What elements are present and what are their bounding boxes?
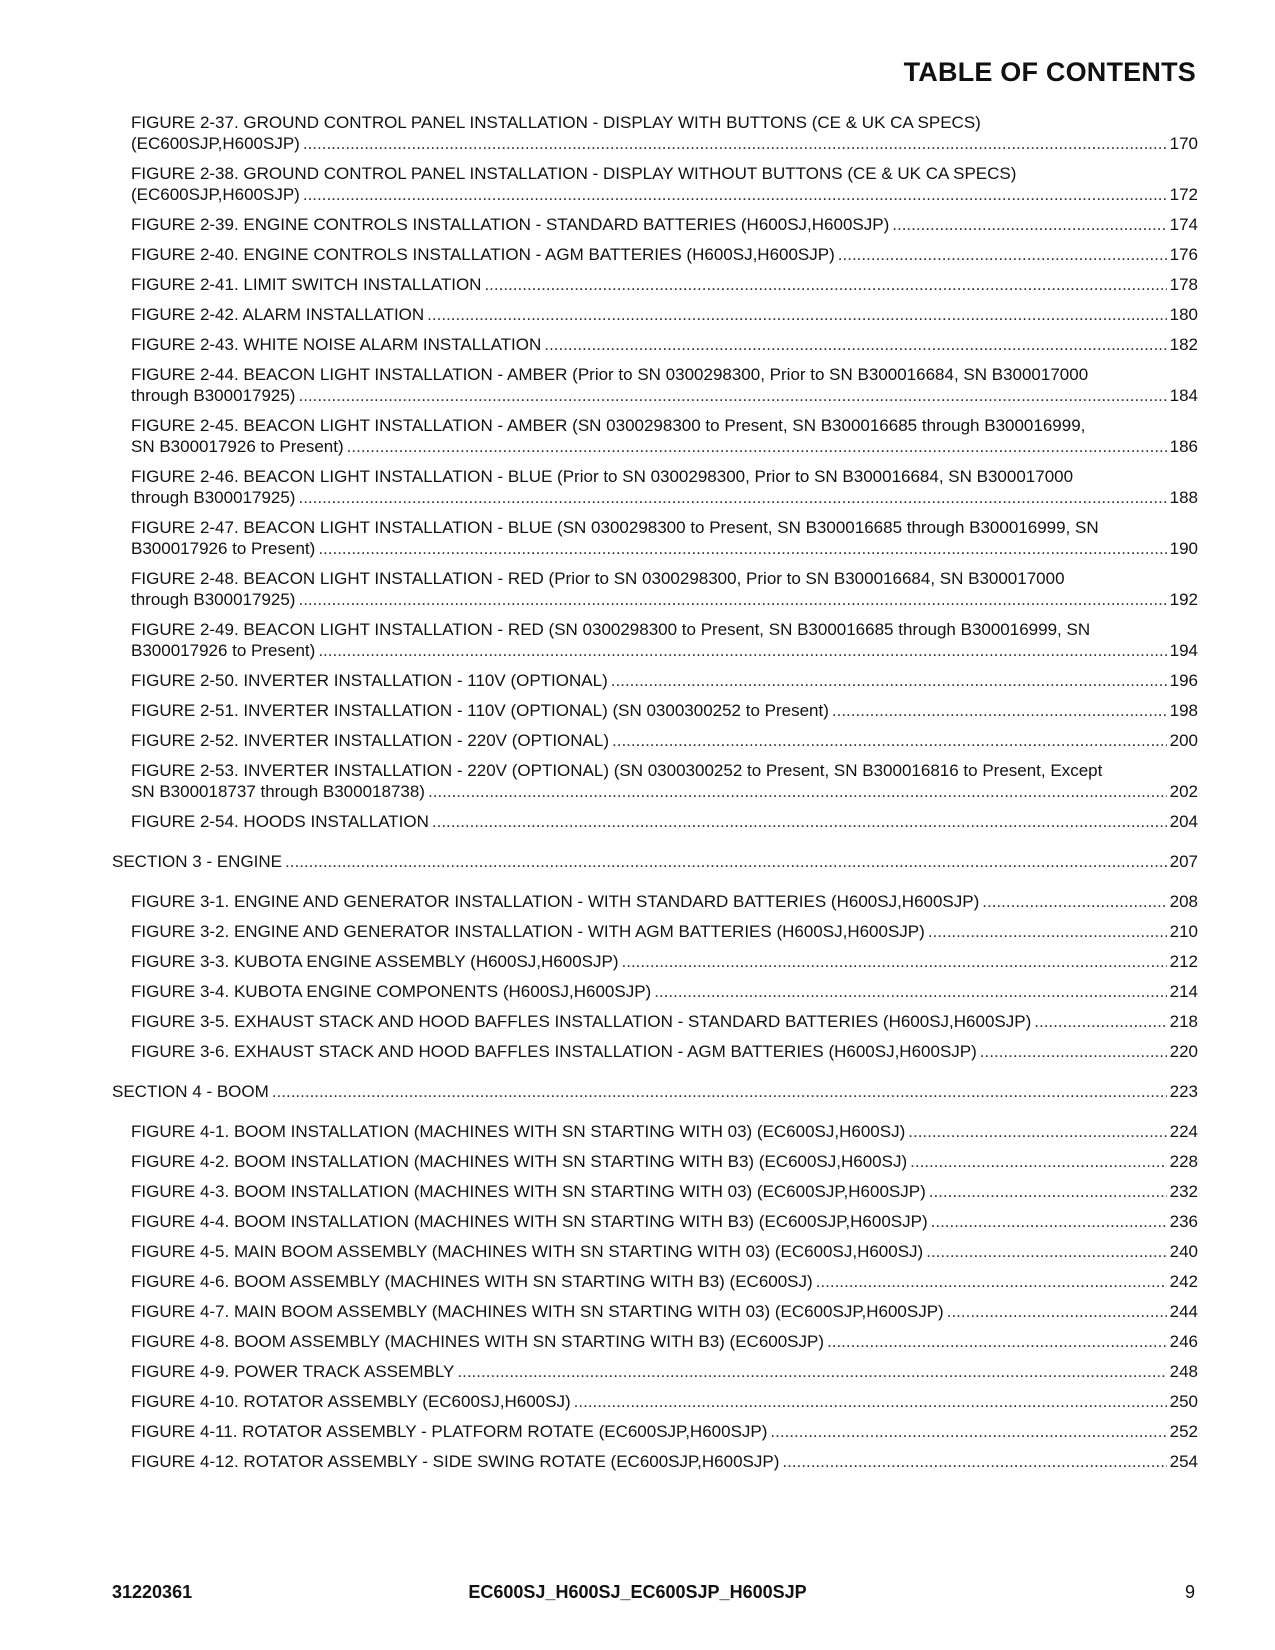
toc-entry-title: FIGURE 4-2. BOOM INSTALLATION (MACHINES WITH SN STARTING WITH B3) (EC600SJ,H600SJ)	[131, 1152, 908, 1171]
dot-leader	[770, 1421, 1166, 1442]
toc-entry-page-number: 208	[1169, 892, 1198, 911]
toc-figure-entry[interactable]	[112, 1041, 1198, 1062]
toc-figure-entry[interactable]	[112, 274, 1198, 295]
toc-entry-page-number: 244	[1169, 1302, 1198, 1321]
toc-entry-page-number: 182	[1169, 335, 1198, 354]
toc-entry-page-number: 174	[1169, 215, 1198, 234]
toc-entry-page-number: 232	[1169, 1182, 1198, 1201]
toc-figure-entry[interactable]	[112, 891, 1198, 912]
toc-entry-title: FIGURE 3-4. KUBOTA ENGINE COMPONENTS (H600SJ,H600SJP)	[131, 982, 652, 1001]
dot-leader	[347, 436, 1167, 457]
toc-entry-page-number: 210	[1169, 922, 1198, 941]
toc-entry-page-number: 228	[1169, 1152, 1198, 1171]
toc-figure-entry[interactable]	[112, 811, 1198, 832]
toc-entry-page-number: 176	[1169, 245, 1198, 264]
dot-leader	[428, 781, 1167, 802]
toc-entry-title: FIGURE 3-5. EXHAUST STACK AND HOOD BAFFLES INSTALLATION - STANDARD BATTERIES (H600SJ,H600SJP)	[131, 1012, 1032, 1031]
toc-entry-title: FIGURE 4-10. ROTATOR ASSEMBLY (EC600SJ,H600SJ)	[131, 1392, 571, 1411]
dot-leader	[611, 670, 1167, 691]
toc-entry-title: FIGURE 4-12. ROTATOR ASSEMBLY - SIDE SWING ROTATE (EC600SJP,H600SJP)	[131, 1452, 780, 1471]
toc-entry-title: FIGURE 2-52. INVERTER INSTALLATION - 220V (OPTIONAL)	[131, 731, 610, 750]
toc-entry-page-number: 248	[1169, 1362, 1198, 1381]
toc-entry-title: SN B300017926 to Present)	[131, 437, 344, 456]
toc-entry-title-line: FIGURE 2-45. BEACON LIGHT INSTALLATION - AMBER (SN 0300298300 to Present, SN B300016685 through B300016999,	[131, 416, 1086, 435]
dot-leader	[926, 1241, 1166, 1262]
dot-leader	[816, 1271, 1167, 1292]
dot-leader	[574, 1391, 1167, 1412]
toc-entry-title: FIGURE 2-40. ENGINE CONTROLS INSTALLATION - AGM BATTERIES (H600SJ,H600SJP)	[131, 245, 835, 264]
toc-entry-title: through B300017925)	[131, 488, 296, 507]
toc-entry-page-number: 212	[1169, 952, 1198, 971]
toc-list	[112, 112, 1198, 1472]
toc-entry-title: FIGURE 2-43. WHITE NOISE ALARM INSTALLATION	[131, 335, 542, 354]
dot-leader	[298, 487, 1166, 508]
dot-leader	[982, 891, 1166, 912]
toc-figure-entry[interactable]	[112, 1181, 1198, 1202]
toc-entry-page-number: 254	[1169, 1452, 1198, 1471]
dot-leader	[654, 981, 1166, 1002]
toc-figure-entry[interactable]	[112, 214, 1198, 235]
dot-leader	[908, 1121, 1166, 1142]
toc-entry-page-number: 178	[1169, 275, 1198, 294]
toc-entry-page-number: 214	[1169, 982, 1198, 1001]
toc-entry-title-line: FIGURE 2-47. BEACON LIGHT INSTALLATION - BLUE (SN 0300298300 to Present, SN B300016685 through B300016999, SN	[131, 518, 1099, 537]
toc-entry-title: FIGURE 2-50. INVERTER INSTALLATION - 110V (OPTIONAL)	[131, 671, 608, 690]
toc-entry-page-number: 190	[1169, 539, 1198, 558]
toc-entry-page-number: 180	[1169, 305, 1198, 324]
footer-models: EC600SJ_H600SJ_EC600SJP_H600SJP	[468, 1582, 807, 1602]
dot-leader	[832, 700, 1167, 721]
toc-entry-page-number: 172	[1169, 185, 1198, 204]
toc-figure-entry[interactable]	[112, 304, 1198, 325]
dot-leader	[432, 811, 1167, 832]
footer-doc-number: 31220361	[112, 1582, 193, 1602]
dot-leader	[298, 589, 1166, 610]
toc-entry-page-number: 240	[1169, 1242, 1198, 1261]
toc-entry-page-number: 194	[1169, 641, 1198, 660]
toc-entry-page-number: 196	[1169, 671, 1198, 690]
dot-leader	[303, 184, 1167, 205]
toc-figure-entry[interactable]	[112, 700, 1198, 721]
toc-entry-title-line: FIGURE 2-37. GROUND CONTROL PANEL INSTALLATION - DISPLAY WITH BUTTONS (CE & UK CA SPECS)	[131, 113, 981, 132]
toc-entry-page-number: 236	[1169, 1212, 1198, 1231]
dot-leader	[928, 921, 1167, 942]
dot-leader	[544, 334, 1166, 355]
page-title: TABLE OF CONTENTS	[903, 57, 1196, 87]
dot-leader	[947, 1301, 1167, 1322]
dot-leader	[303, 133, 1167, 154]
toc-entry-title-line: FIGURE 2-46. BEACON LIGHT INSTALLATION - BLUE (Prior to SN 0300298300, Prior to SN B300016684, SN B300017000	[131, 467, 1074, 486]
dot-leader	[318, 640, 1166, 661]
toc-entry-page-number: 200	[1169, 731, 1198, 750]
toc-figure-entry[interactable]	[112, 466, 1198, 508]
toc-entry-title: FIGURE 4-7. MAIN BOOM ASSEMBLY (MACHINES WITH SN STARTING WITH 03) (EC600SJP,H600SJP)	[131, 1302, 944, 1321]
toc-figure-entry[interactable]	[112, 517, 1198, 559]
toc-entry-page-number: 250	[1169, 1392, 1198, 1411]
toc-entry-page-number: 252	[1169, 1422, 1198, 1441]
toc-entry-title: FIGURE 4-3. BOOM INSTALLATION (MACHINES WITH SN STARTING WITH 03) (EC600SJP,H600SJP)	[131, 1182, 926, 1201]
toc-entry-page-number: 192	[1169, 590, 1198, 609]
toc-figure-entry[interactable]	[112, 364, 1198, 406]
toc-figure-entry[interactable]	[112, 415, 1198, 457]
toc-figure-entry[interactable]	[112, 921, 1198, 942]
dot-leader	[782, 1451, 1166, 1472]
toc-figure-entry[interactable]	[112, 568, 1198, 610]
toc-entry-title: FIGURE 3-6. EXHAUST STACK AND HOOD BAFFLES INSTALLATION - AGM BATTERIES (H600SJ,H600SJP)	[131, 1042, 977, 1061]
toc-entry-title: (EC600SJP,H600SJP)	[131, 134, 300, 153]
toc-entry-title: FIGURE 2-39. ENGINE CONTROLS INSTALLATION - STANDARD BATTERIES (H600SJ,H600SJP)	[131, 215, 890, 234]
toc-figure-entry[interactable]	[112, 244, 1198, 265]
toc-entry-page-number: 246	[1169, 1332, 1198, 1351]
dot-leader	[285, 851, 1167, 872]
toc-entry-title: FIGURE 2-51. INVERTER INSTALLATION - 110V (OPTIONAL) (SN 0300300252 to Present)	[131, 701, 829, 720]
toc-entry-page-number: 220	[1169, 1042, 1198, 1061]
toc-figure-entry[interactable]	[112, 334, 1198, 355]
toc-entry-title: FIGURE 4-1. BOOM INSTALLATION (MACHINES WITH SN STARTING WITH 03) (EC600SJ,H600SJ)	[131, 1122, 906, 1141]
toc-entry-title-line: FIGURE 2-49. BEACON LIGHT INSTALLATION - RED (SN 0300298300 to Present, SN B300016685 through B300016999, SN	[131, 620, 1091, 639]
dot-leader	[931, 1211, 1167, 1232]
toc-figure-entry[interactable]	[112, 981, 1198, 1002]
toc-figure-entry[interactable]	[112, 1211, 1198, 1232]
toc-entry-page-number: 170	[1169, 134, 1198, 153]
toc-entry-title: FIGURE 4-8. BOOM ASSEMBLY (MACHINES WITH SN STARTING WITH B3) (EC600SJP)	[131, 1332, 825, 1351]
toc-entry-title-line: FIGURE 2-44. BEACON LIGHT INSTALLATION - AMBER (Prior to SN 0300298300, Prior to SN B300016684, SN B300017000	[131, 365, 1089, 384]
toc-figure-entry[interactable]	[112, 1011, 1198, 1032]
dot-leader	[484, 274, 1166, 295]
toc-entry-page-number: 242	[1169, 1272, 1198, 1291]
dot-leader	[272, 1081, 1167, 1102]
toc-figure-entry[interactable]	[112, 1151, 1198, 1172]
toc-figure-entry[interactable]	[112, 1361, 1198, 1382]
toc-figure-entry[interactable]	[112, 1421, 1198, 1442]
dot-leader	[892, 214, 1166, 235]
dot-leader	[929, 1181, 1167, 1202]
toc-entry-title: FIGURE 3-3. KUBOTA ENGINE ASSEMBLY (H600SJ,H600SJP)	[131, 952, 619, 971]
footer-page-number: 9	[1184, 1582, 1195, 1602]
toc-entry-page-number: 204	[1169, 812, 1198, 831]
toc-entry-title: FIGURE 2-54. HOODS INSTALLATION	[131, 812, 429, 831]
toc-entry-title: FIGURE 3-2. ENGINE AND GENERATOR INSTALLATION - WITH AGM BATTERIES (H600SJ,H600SJP)	[131, 922, 925, 941]
toc-figure-entry[interactable]	[112, 1301, 1198, 1322]
toc-section-entry[interactable]	[112, 1081, 1198, 1102]
toc-entry-title: SN B300018737 through B300018738)	[131, 782, 425, 801]
toc-entry-title: B300017926 to Present)	[131, 641, 316, 660]
dot-leader	[298, 385, 1166, 406]
toc-section-entry[interactable]	[112, 851, 1198, 872]
toc-entry-title-line: FIGURE 2-48. BEACON LIGHT INSTALLATION - RED (Prior to SN 0300298300, Prior to SN B300016684, SN B300017000	[131, 569, 1065, 588]
dot-leader	[318, 538, 1166, 559]
toc-figure-entry[interactable]	[112, 1451, 1198, 1472]
toc-entry-title: FIGURE 4-9. POWER TRACK ASSEMBLY	[131, 1362, 455, 1381]
toc-entry-page-number: 188	[1169, 488, 1198, 507]
toc-entry-page-number: 198	[1169, 701, 1198, 720]
dot-leader	[612, 730, 1167, 751]
toc-figure-entry[interactable]	[112, 670, 1198, 691]
toc-entry-title: FIGURE 4-5. MAIN BOOM ASSEMBLY (MACHINES WITH SN STARTING WITH 03) (EC600SJ,H600SJ)	[131, 1242, 924, 1261]
toc-entry-title: SECTION 4 - BOOM	[112, 1082, 269, 1101]
toc-entry-title: (EC600SJP,H600SJP)	[131, 185, 300, 204]
toc-figure-entry[interactable]	[112, 1391, 1198, 1412]
toc-figure-entry[interactable]	[112, 730, 1198, 751]
toc-entry-page-number: 224	[1169, 1122, 1198, 1141]
toc-entry-title: FIGURE 4-6. BOOM ASSEMBLY (MACHINES WITH SN STARTING WITH B3) (EC600SJ)	[131, 1272, 813, 1291]
toc-figure-entry[interactable]	[112, 112, 1198, 154]
toc-entry-page-number: 218	[1169, 1012, 1198, 1031]
toc-figure-entry[interactable]	[112, 1241, 1198, 1262]
toc-figure-entry[interactable]	[112, 1271, 1198, 1292]
toc-entry-page-number: 184	[1169, 386, 1198, 405]
toc-figure-entry[interactable]	[112, 760, 1198, 802]
toc-entry-title: FIGURE 4-4. BOOM INSTALLATION (MACHINES WITH SN STARTING WITH B3) (EC600SJP,H600SJP)	[131, 1212, 928, 1231]
toc-entry-title: FIGURE 4-11. ROTATOR ASSEMBLY - PLATFORM ROTATE (EC600SJP,H600SJP)	[131, 1422, 768, 1441]
toc-figure-entry[interactable]	[112, 951, 1198, 972]
toc-entry-page-number: 202	[1169, 782, 1198, 801]
toc-entry-title: FIGURE 2-41. LIMIT SWITCH INSTALLATION	[131, 275, 482, 294]
toc-entry-title: through B300017925)	[131, 590, 296, 609]
toc-entry-page-number: 223	[1169, 1082, 1198, 1101]
toc-figure-entry[interactable]	[112, 1331, 1198, 1352]
dot-leader	[910, 1151, 1166, 1172]
dot-leader	[622, 951, 1167, 972]
toc-figure-entry[interactable]	[112, 1121, 1198, 1142]
toc-entry-title: FIGURE 3-1. ENGINE AND GENERATOR INSTALLATION - WITH STANDARD BATTERIES (H600SJ,H600SJP)	[131, 892, 980, 911]
toc-entry-title: through B300017925)	[131, 386, 296, 405]
dot-leader	[838, 244, 1167, 265]
dot-leader	[827, 1331, 1167, 1352]
dot-leader	[427, 304, 1166, 325]
dot-leader	[1034, 1011, 1166, 1032]
toc-figure-entry[interactable]	[112, 163, 1198, 205]
dot-leader	[980, 1041, 1167, 1062]
toc-entry-title: FIGURE 2-42. ALARM INSTALLATION	[131, 305, 425, 324]
toc-entry-page-number: 186	[1169, 437, 1198, 456]
toc-entry-title-line: FIGURE 2-53. INVERTER INSTALLATION - 220V (OPTIONAL) (SN 0300300252 to Present, SN B300016816 to Present, Except	[131, 761, 1103, 780]
dot-leader	[457, 1361, 1166, 1382]
toc-entry-page-number: 207	[1169, 852, 1198, 871]
toc-entry-title: SECTION 3 - ENGINE	[112, 852, 283, 871]
toc-entry-title-line: FIGURE 2-38. GROUND CONTROL PANEL INSTALLATION - DISPLAY WITHOUT BUTTONS (CE & UK CA SPECS)	[131, 164, 1017, 183]
toc-entry-title: B300017926 to Present)	[131, 539, 316, 558]
toc-figure-entry[interactable]	[112, 619, 1198, 661]
